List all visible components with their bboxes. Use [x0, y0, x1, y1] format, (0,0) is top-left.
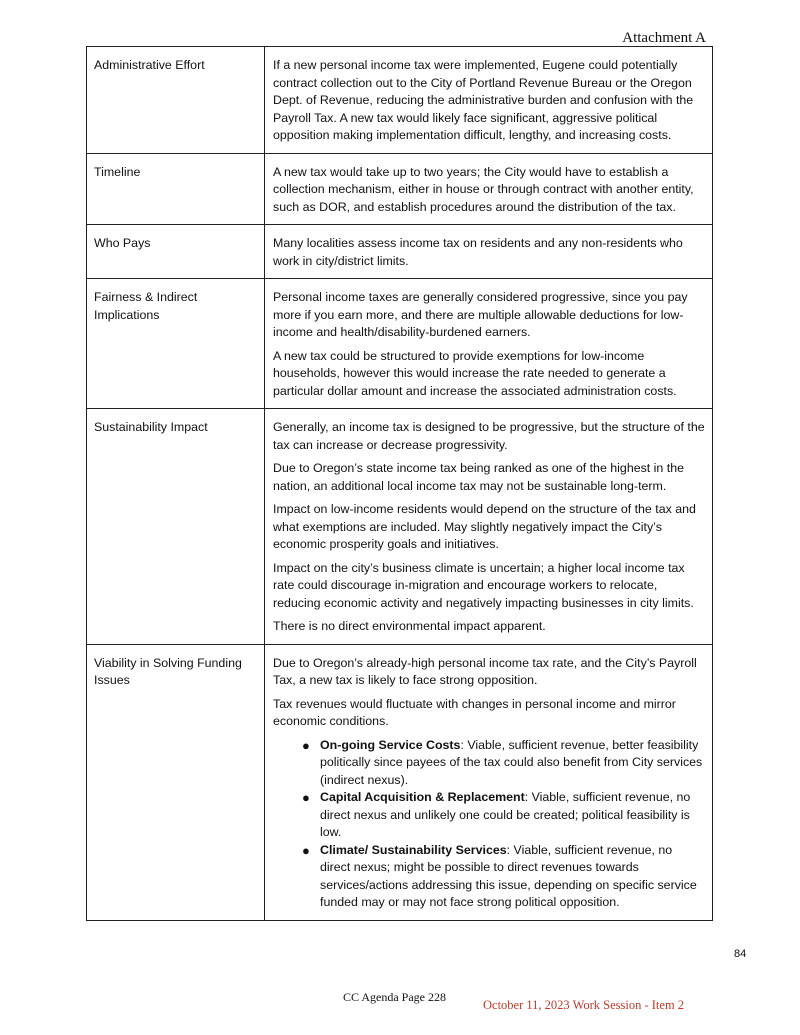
paragraph: A new tax would take up to two years; the City would have to establish a collection mechanism, either in house or through contract with another entity, such as DOR, and establish procedures around the distribution of the tax.: [273, 164, 694, 214]
list-item: [302, 842, 705, 912]
table-row: [87, 279, 713, 409]
paragraph: Impact on low-income residents would depend on the structure of the tax and what exemptions are included. May slightly negatively impact the City’s economic prosperity goals and initiatives.: [273, 502, 696, 551]
paragraph: Impact on the city’s business climate is uncertain; a higher local income tax rate could discourage in-migration and encourage workers to relocate, reducing economic activity and negatively impacting businesses in city limits.: [273, 560, 694, 610]
row-label: Fairness & Indirect Implications: [87, 279, 265, 409]
list-item: [302, 737, 705, 790]
bullet-text: : Viable, sufficient revenue, no direct nexus; might be possible to direct revenues towards services/actions addressing this issue, depending on specific service funded may or may not face strong political opposition.: [320, 842, 697, 909]
table-row: [87, 409, 713, 645]
paragraph: There is no direct environmental impact apparent.: [273, 619, 546, 633]
page-number: 84: [734, 948, 747, 960]
paragraph: Tax revenues would fluctuate with changes in personal income and mirror economic conditions.: [273, 696, 676, 728]
bullet-icon: ●: [302, 790, 310, 805]
evaluation-table: [86, 46, 713, 921]
bullet-text: : Viable, sufficient revenue, better feasibility politically since payees of the tax could also benefit from City services (indirect nexus).: [320, 737, 703, 787]
row-label: Viability in Solving Funding Issues: [87, 644, 265, 920]
row-content: [265, 409, 713, 645]
table-row: [87, 644, 713, 920]
paragraph: Due to Oregon’s already-high personal income tax rate, and the City’s Payroll Tax, a new tax is likely to face strong opposition.: [273, 655, 697, 687]
list-item: [302, 789, 705, 842]
table-row: [87, 225, 713, 279]
paragraph: Many localities assess income tax on residents and any non-residents who work in city/district limits.: [273, 236, 683, 268]
bullet-icon: ●: [302, 842, 310, 858]
row-content: [265, 279, 713, 409]
paragraph: A new tax could be structured to provide exemptions for low-income households, however this would increase the rate needed to generate a particular dollar amount and increase the associated administration costs.: [273, 348, 677, 398]
row-content: [265, 225, 713, 279]
attachment-label: Attachment A: [622, 30, 706, 46]
row-content: [265, 644, 713, 920]
paragraph: Personal income taxes are generally considered progressive, since you pay more if you earn more, and there are multiple allowable deductions for low-income and health/disability-burdened earners.: [273, 290, 688, 339]
agenda-page-footer: CC Agenda Page 228: [343, 990, 446, 1004]
bullet-icon: ●: [302, 737, 310, 753]
paragraph: If a new personal income tax were implemented, Eugene could potentially contract collection out to the City of Portland Revenue Bureau or the Oregon Dept. of Revenue, reducing the administrative burden and confusion with the Payroll Tax. A new tax would likely face significant, aggressive political opposition making implementation difficult, lengthy, and increasing costs.: [273, 58, 694, 142]
row-label: Administrative Effort: [87, 47, 265, 154]
table-row: [87, 47, 713, 154]
paragraph: Due to Oregon’s state income tax being ranked as one of the highest in the nation, an additional local income tax may not be sustainable long-term.: [273, 461, 684, 493]
table-row: [87, 153, 713, 225]
row-label: Who Pays: [87, 225, 265, 279]
bullet-list: [273, 737, 705, 912]
row-content: [265, 153, 713, 225]
bullet-heading: Climate/ Sustainability Services: [320, 842, 507, 857]
bullet-text: : Viable, sufficient revenue, no direct nexus and unlikely one could be created; political feasibility is low.: [320, 790, 691, 839]
paragraph: Generally, an income tax is designed to be progressive, but the structure of the tax can increase or decrease progressivity.: [273, 420, 705, 452]
session-footer: October 11, 2023 Work Session - Item 2: [483, 998, 685, 1012]
bullet-heading: On-going Service Costs: [320, 737, 461, 752]
row-label: Sustainability Impact: [87, 409, 265, 645]
bullet-heading: Capital Acquisition & Replacement: [320, 790, 525, 804]
row-label: Timeline: [87, 153, 265, 225]
row-content: [265, 47, 713, 154]
